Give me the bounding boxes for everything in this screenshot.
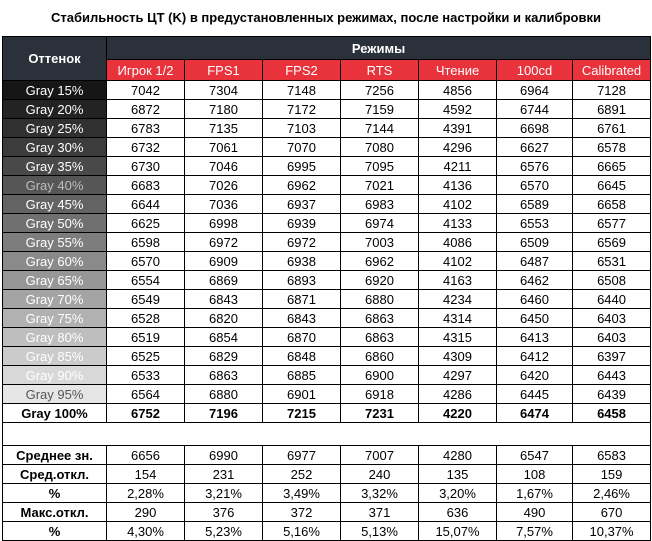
table-cell: 6698 <box>497 119 573 138</box>
table-cell: 6627 <box>497 138 573 157</box>
table-cell: 6964 <box>497 81 573 100</box>
table-cell: 6644 <box>107 195 185 214</box>
stat-cell: 3,49% <box>263 484 341 503</box>
table-cell: 6730 <box>107 157 185 176</box>
table-cell: 6460 <box>497 290 573 309</box>
table-cell: 7196 <box>185 404 263 423</box>
mode-header: FPS1 <box>185 60 263 81</box>
table-row <box>3 119 651 138</box>
stat-cell: 159 <box>573 465 651 484</box>
stat-cell: 154 <box>107 465 185 484</box>
table-cell: 4220 <box>419 404 497 423</box>
stat-cell: 6583 <box>573 446 651 465</box>
table-cell: 6854 <box>185 328 263 347</box>
table-cell: 6528 <box>107 309 185 328</box>
stat-label: % <box>3 522 107 541</box>
separator-cell <box>3 423 651 446</box>
stat-cell: 7,57% <box>497 522 573 541</box>
stat-cell: 290 <box>107 503 185 522</box>
table-cell: 7061 <box>185 138 263 157</box>
stat-cell: 376 <box>185 503 263 522</box>
shade-label: Gray 95% <box>3 385 107 404</box>
table-cell: 4592 <box>419 100 497 119</box>
table-cell: 7070 <box>263 138 341 157</box>
table-cell: 4391 <box>419 119 497 138</box>
stats-row <box>3 503 651 522</box>
table-row <box>3 328 651 347</box>
table-cell: 7304 <box>185 81 263 100</box>
table-cell: 7180 <box>185 100 263 119</box>
table-cell: 6598 <box>107 233 185 252</box>
stats-row <box>3 522 651 541</box>
mode-header: RTS <box>341 60 419 81</box>
shade-label: Gray 20% <box>3 100 107 119</box>
table-cell: 4086 <box>419 233 497 252</box>
table-cell: 6744 <box>497 100 573 119</box>
table-row <box>3 233 651 252</box>
table-cell: 4133 <box>419 214 497 233</box>
stat-cell: 3,32% <box>341 484 419 503</box>
table-cell: 6939 <box>263 214 341 233</box>
table-cell: 6972 <box>185 233 263 252</box>
table-cell: 6900 <box>341 366 419 385</box>
table-cell: 7042 <box>107 81 185 100</box>
table-row <box>3 309 651 328</box>
table-cell: 7046 <box>185 157 263 176</box>
table-cell: 6938 <box>263 252 341 271</box>
table-cell: 4163 <box>419 271 497 290</box>
stat-cell: 5,16% <box>263 522 341 541</box>
shade-label: Gray 90% <box>3 366 107 385</box>
table-cell: 4315 <box>419 328 497 347</box>
table-cell: 6531 <box>573 252 651 271</box>
table-cell: 7144 <box>341 119 419 138</box>
shade-label: Gray 50% <box>3 214 107 233</box>
shade-label: Gray 40% <box>3 176 107 195</box>
table-cell: 6870 <box>263 328 341 347</box>
stat-cell: 490 <box>497 503 573 522</box>
table-row <box>3 214 651 233</box>
table-cell: 6863 <box>341 309 419 328</box>
table-cell: 6569 <box>573 233 651 252</box>
table-cell: 4297 <box>419 366 497 385</box>
table-cell: 4309 <box>419 347 497 366</box>
table-cell: 7135 <box>185 119 263 138</box>
table-cell: 6533 <box>107 366 185 385</box>
table-cell: 4102 <box>419 252 497 271</box>
table-cell: 6397 <box>573 347 651 366</box>
modes-column-header: Режимы <box>107 37 651 60</box>
table-cell: 6487 <box>497 252 573 271</box>
table-cell: 6848 <box>263 347 341 366</box>
table-cell: 6869 <box>185 271 263 290</box>
table-cell: 6462 <box>497 271 573 290</box>
stat-cell: 2,28% <box>107 484 185 503</box>
table-cell: 6525 <box>107 347 185 366</box>
mode-header: Игрок 1/2 <box>107 60 185 81</box>
stat-cell: 636 <box>419 503 497 522</box>
table-cell: 6578 <box>573 138 651 157</box>
stat-label: Макс.откл. <box>3 503 107 522</box>
stat-label: Сред.откл. <box>3 465 107 484</box>
table-row <box>3 366 651 385</box>
table-cell: 7103 <box>263 119 341 138</box>
shade-label: Gray 60% <box>3 252 107 271</box>
table-cell: 6972 <box>263 233 341 252</box>
table-cell: 6885 <box>263 366 341 385</box>
table-cell: 7080 <box>341 138 419 157</box>
stat-cell: 4280 <box>419 446 497 465</box>
table-cell: 6474 <box>497 404 573 423</box>
mode-header: Calibrated <box>573 60 651 81</box>
table-cell: 6761 <box>573 119 651 138</box>
stat-cell: 240 <box>341 465 419 484</box>
table-cell: 6752 <box>107 404 185 423</box>
table-cell: 6665 <box>573 157 651 176</box>
table-cell: 6995 <box>263 157 341 176</box>
stat-cell: 108 <box>497 465 573 484</box>
table-cell: 6998 <box>185 214 263 233</box>
table-cell: 6891 <box>573 100 651 119</box>
stat-cell: 4,30% <box>107 522 185 541</box>
stat-cell: 5,13% <box>341 522 419 541</box>
table-cell: 6920 <box>341 271 419 290</box>
table-cell: 6974 <box>341 214 419 233</box>
table-cell: 7159 <box>341 100 419 119</box>
table-cell: 4314 <box>419 309 497 328</box>
table-cell: 6570 <box>107 252 185 271</box>
stat-cell: 6977 <box>263 446 341 465</box>
stat-cell: 2,46% <box>573 484 651 503</box>
table-cell: 7231 <box>341 404 419 423</box>
table-cell: 6860 <box>341 347 419 366</box>
table-title: Стабильность ЦТ (K) в предустановленных режимах, после настройки и калибровки <box>51 10 601 25</box>
table-cell: 6732 <box>107 138 185 157</box>
table-cell: 6918 <box>341 385 419 404</box>
shade-label: Gray 55% <box>3 233 107 252</box>
mode-header: 100cd <box>497 60 573 81</box>
shade-label: Gray 25% <box>3 119 107 138</box>
table-cell: 4286 <box>419 385 497 404</box>
stats-row <box>3 465 651 484</box>
shade-label: Gray 100% <box>3 404 107 423</box>
stat-cell: 372 <box>263 503 341 522</box>
table-cell: 6820 <box>185 309 263 328</box>
stat-cell: 10,37% <box>573 522 651 541</box>
table-cell: 6658 <box>573 195 651 214</box>
stat-cell: 5,23% <box>185 522 263 541</box>
table-cell: 6863 <box>341 328 419 347</box>
table-cell: 6901 <box>263 385 341 404</box>
stats-row <box>3 446 651 465</box>
table-cell: 6439 <box>573 385 651 404</box>
table-cell: 4102 <box>419 195 497 214</box>
table-cell: 6880 <box>185 385 263 404</box>
table-cell: 6420 <box>497 366 573 385</box>
shade-label: Gray 35% <box>3 157 107 176</box>
table-cell: 7003 <box>341 233 419 252</box>
shade-label: Gray 65% <box>3 271 107 290</box>
table-row <box>3 404 651 423</box>
table-cell: 6577 <box>573 214 651 233</box>
shade-label: Gray 70% <box>3 290 107 309</box>
shade-label: Gray 45% <box>3 195 107 214</box>
table-cell: 6576 <box>497 157 573 176</box>
table-cell: 6509 <box>497 233 573 252</box>
stat-cell: 15,07% <box>419 522 497 541</box>
table-cell: 7095 <box>341 157 419 176</box>
table-cell: 6962 <box>263 176 341 195</box>
table-cell: 6403 <box>573 309 651 328</box>
table-cell: 6413 <box>497 328 573 347</box>
table-cell: 6983 <box>341 195 419 214</box>
table-cell: 6843 <box>185 290 263 309</box>
shade-label: Gray 15% <box>3 81 107 100</box>
table-cell: 6443 <box>573 366 651 385</box>
table-cell: 6625 <box>107 214 185 233</box>
table-cell: 6553 <box>497 214 573 233</box>
table-cell: 4296 <box>419 138 497 157</box>
shade-label: Gray 85% <box>3 347 107 366</box>
table-cell: 6554 <box>107 271 185 290</box>
table-cell: 6880 <box>341 290 419 309</box>
table-cell: 6893 <box>263 271 341 290</box>
stat-cell: 6656 <box>107 446 185 465</box>
table-cell: 6412 <box>497 347 573 366</box>
table-row <box>3 385 651 404</box>
table-cell: 6570 <box>497 176 573 195</box>
stat-cell: 7007 <box>341 446 419 465</box>
table-row <box>3 176 651 195</box>
table-cell: 6829 <box>185 347 263 366</box>
stat-cell: 371 <box>341 503 419 522</box>
shade-label: Gray 30% <box>3 138 107 157</box>
table-row <box>3 138 651 157</box>
table-cell: 6962 <box>341 252 419 271</box>
table-cell: 6440 <box>573 290 651 309</box>
stat-cell: 252 <box>263 465 341 484</box>
table-cell: 6458 <box>573 404 651 423</box>
cct-table <box>2 36 651 541</box>
table-row <box>3 100 651 119</box>
table-cell: 7172 <box>263 100 341 119</box>
stat-cell: 6990 <box>185 446 263 465</box>
stat-cell: 135 <box>419 465 497 484</box>
stat-label: Среднее зн. <box>3 446 107 465</box>
table-cell: 6564 <box>107 385 185 404</box>
table-cell: 6403 <box>573 328 651 347</box>
table-cell: 7021 <box>341 176 419 195</box>
table-cell: 6863 <box>185 366 263 385</box>
table-cell: 6909 <box>185 252 263 271</box>
table-cell: 6589 <box>497 195 573 214</box>
shade-label: Gray 80% <box>3 328 107 347</box>
table-cell: 6871 <box>263 290 341 309</box>
table-cell: 7256 <box>341 81 419 100</box>
table-cell: 6450 <box>497 309 573 328</box>
table-cell: 4856 <box>419 81 497 100</box>
table-cell: 7215 <box>263 404 341 423</box>
table-cell: 7128 <box>573 81 651 100</box>
table-cell: 6937 <box>263 195 341 214</box>
table-row <box>3 157 651 176</box>
stat-cell: 231 <box>185 465 263 484</box>
table-cell: 4234 <box>419 290 497 309</box>
table-cell: 6508 <box>573 271 651 290</box>
table-cell: 6872 <box>107 100 185 119</box>
table-cell: 4136 <box>419 176 497 195</box>
stats-row <box>3 484 651 503</box>
table-cell: 6645 <box>573 176 651 195</box>
table-cell: 6549 <box>107 290 185 309</box>
stat-cell: 3,20% <box>419 484 497 503</box>
stat-label: % <box>3 484 107 503</box>
table-row <box>3 290 651 309</box>
table-row <box>3 347 651 366</box>
table-cell: 6683 <box>107 176 185 195</box>
table-cell: 7036 <box>185 195 263 214</box>
table-row <box>3 271 651 290</box>
table-cell: 6445 <box>497 385 573 404</box>
shade-label: Gray 75% <box>3 309 107 328</box>
stat-cell: 670 <box>573 503 651 522</box>
stat-cell: 1,67% <box>497 484 573 503</box>
stat-cell: 6547 <box>497 446 573 465</box>
table-cell: 7148 <box>263 81 341 100</box>
table-cell: 4211 <box>419 157 497 176</box>
table-cell: 6843 <box>263 309 341 328</box>
table-row <box>3 195 651 214</box>
stat-cell: 3,21% <box>185 484 263 503</box>
mode-header: FPS2 <box>263 60 341 81</box>
mode-header: Чтение <box>419 60 497 81</box>
table-row <box>3 81 651 100</box>
table-row <box>3 252 651 271</box>
table-cell: 6519 <box>107 328 185 347</box>
shade-column-header: Оттенок <box>3 37 107 81</box>
table-cell: 6783 <box>107 119 185 138</box>
table-cell: 7026 <box>185 176 263 195</box>
table-separator <box>3 423 651 446</box>
